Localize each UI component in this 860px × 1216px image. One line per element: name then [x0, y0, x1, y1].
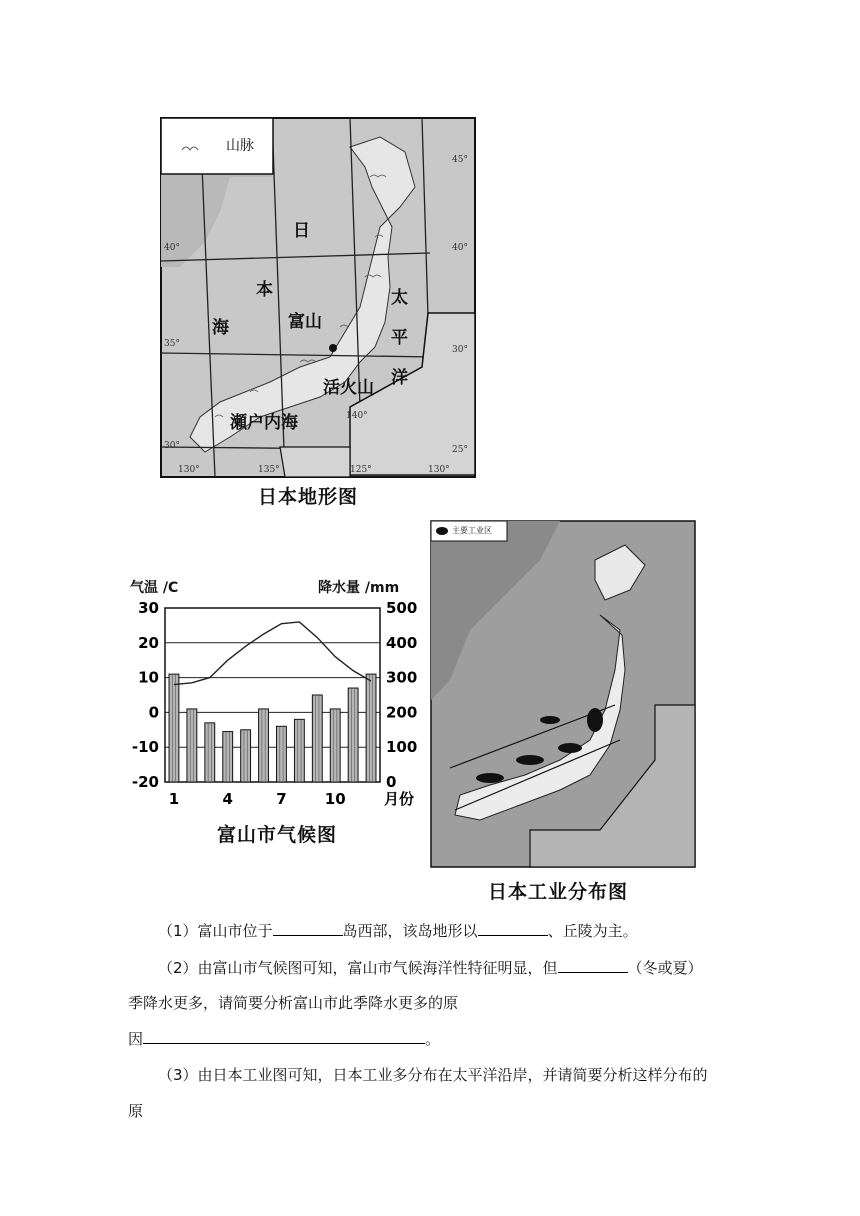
q2-text-b: （冬或夏）: [627, 959, 703, 977]
left-tick-label: -10: [131, 738, 159, 757]
topo-map-graphic: [160, 117, 476, 478]
x-tick-label: 1: [168, 790, 180, 808]
industry-map: [430, 520, 696, 868]
right-tick-label: 500: [386, 599, 418, 617]
industrial-zone-legend-icon: [436, 527, 448, 535]
question-1: [158, 920, 638, 942]
label-ben: 本: [256, 280, 273, 300]
label-volcano: 活火山: [323, 378, 374, 398]
deg-lat40r: 40°: [452, 243, 468, 253]
precip-bar: [294, 719, 304, 782]
label-ri: 日: [293, 221, 310, 241]
q1-text-c: 、丘陵为主。: [547, 922, 638, 940]
climate-chart-caption: 富山市气候图: [217, 824, 338, 846]
q2-blank-1[interactable]: [558, 957, 628, 973]
precip-bar: [187, 709, 197, 782]
precip-bar: [330, 709, 340, 782]
label-hai: 海: [212, 318, 229, 338]
right-tick-label: 100: [386, 738, 418, 757]
question-3: （3）由日本工业图可知，日本工业多分布在太平洋沿岸，并请简要分析这样分布的: [158, 1066, 708, 1084]
precip-bar: [259, 709, 269, 782]
x-axis-unit: 月份: [384, 790, 415, 808]
precip-bar: [223, 732, 233, 782]
question-2-line2: 季降水更多，请简要分析富山市此季降水更多的原: [128, 994, 459, 1012]
q2-text-line3a: 因: [128, 1030, 144, 1048]
label-toyama: 富山: [288, 312, 322, 332]
right-tick-label: 0: [386, 773, 397, 791]
deg-lon125: 125°: [350, 465, 372, 475]
deg-lat25: 25°: [452, 445, 468, 455]
right-axis-title: 降水量 /mm: [318, 580, 400, 596]
label-ping: 平: [391, 328, 408, 348]
question-2: [158, 957, 703, 979]
q1-text-b: 岛西部，该岛地形以: [342, 922, 478, 940]
deg-lat35: 35°: [164, 339, 180, 349]
industry-map-graphic: [430, 520, 696, 868]
deg-lon135: 135°: [258, 465, 280, 475]
right-tick-label: 400: [386, 633, 418, 652]
deg-lon130a: 130°: [178, 465, 200, 475]
label-tai: 太: [391, 288, 408, 308]
left-tick-label: 30: [138, 599, 159, 617]
precip-bar: [169, 674, 179, 782]
x-tick-label: 10: [324, 790, 346, 808]
x-tick-label: 7: [276, 790, 287, 808]
label-seto: 瀬户内海: [230, 413, 298, 433]
precip-bar: [366, 674, 376, 782]
left-tick-label: 20: [138, 633, 159, 652]
q1-blank-1[interactable]: [273, 920, 343, 936]
temperature-line: [174, 622, 371, 685]
left-axis-title: 气温 /C: [130, 580, 179, 596]
q1-text-a: （1）富山市位于: [158, 922, 273, 940]
volcano-marker: [329, 344, 337, 352]
left-tick-label: 0: [148, 703, 159, 722]
right-tick-label: 200: [386, 703, 418, 722]
deg-lat30r: 30°: [452, 345, 468, 355]
topo-map-caption: 日本地形图: [258, 486, 359, 508]
x-tick-label: 4: [222, 790, 233, 808]
deg-lat45: 45°: [452, 155, 468, 165]
left-tick-label: -20: [131, 773, 159, 791]
question-3-line2: 原: [128, 1102, 144, 1120]
deg-lat40l: 40°: [164, 243, 180, 253]
question-2-line3: [128, 1028, 440, 1050]
climate-chart: [125, 596, 425, 826]
label-yang: 洋: [391, 368, 408, 388]
topo-map: [160, 117, 476, 478]
q1-blank-2[interactable]: [478, 920, 548, 936]
precip-bar: [205, 723, 215, 782]
q2-text-a: （2）由富山市气候图可知，富山市气候海洋性特征明显，但: [158, 959, 558, 977]
precip-bar: [241, 730, 251, 782]
deg-lat30l: 30°: [164, 441, 180, 451]
industry-map-caption: 日本工业分布图: [488, 881, 629, 903]
deg-lon130b: 130°: [428, 465, 450, 475]
q2-blank-2[interactable]: [143, 1028, 425, 1044]
precip-bar: [312, 695, 322, 782]
precip-bar: [277, 726, 287, 782]
q2-text-line3b: 。: [425, 1030, 441, 1048]
deg-lon140: 140°: [346, 411, 368, 421]
left-tick-label: 10: [138, 668, 159, 687]
legend-label: 山脉: [226, 138, 254, 154]
precip-bar: [348, 688, 358, 782]
industry-legend-label: 主要工业区: [452, 526, 492, 535]
right-tick-label: 300: [386, 668, 418, 687]
